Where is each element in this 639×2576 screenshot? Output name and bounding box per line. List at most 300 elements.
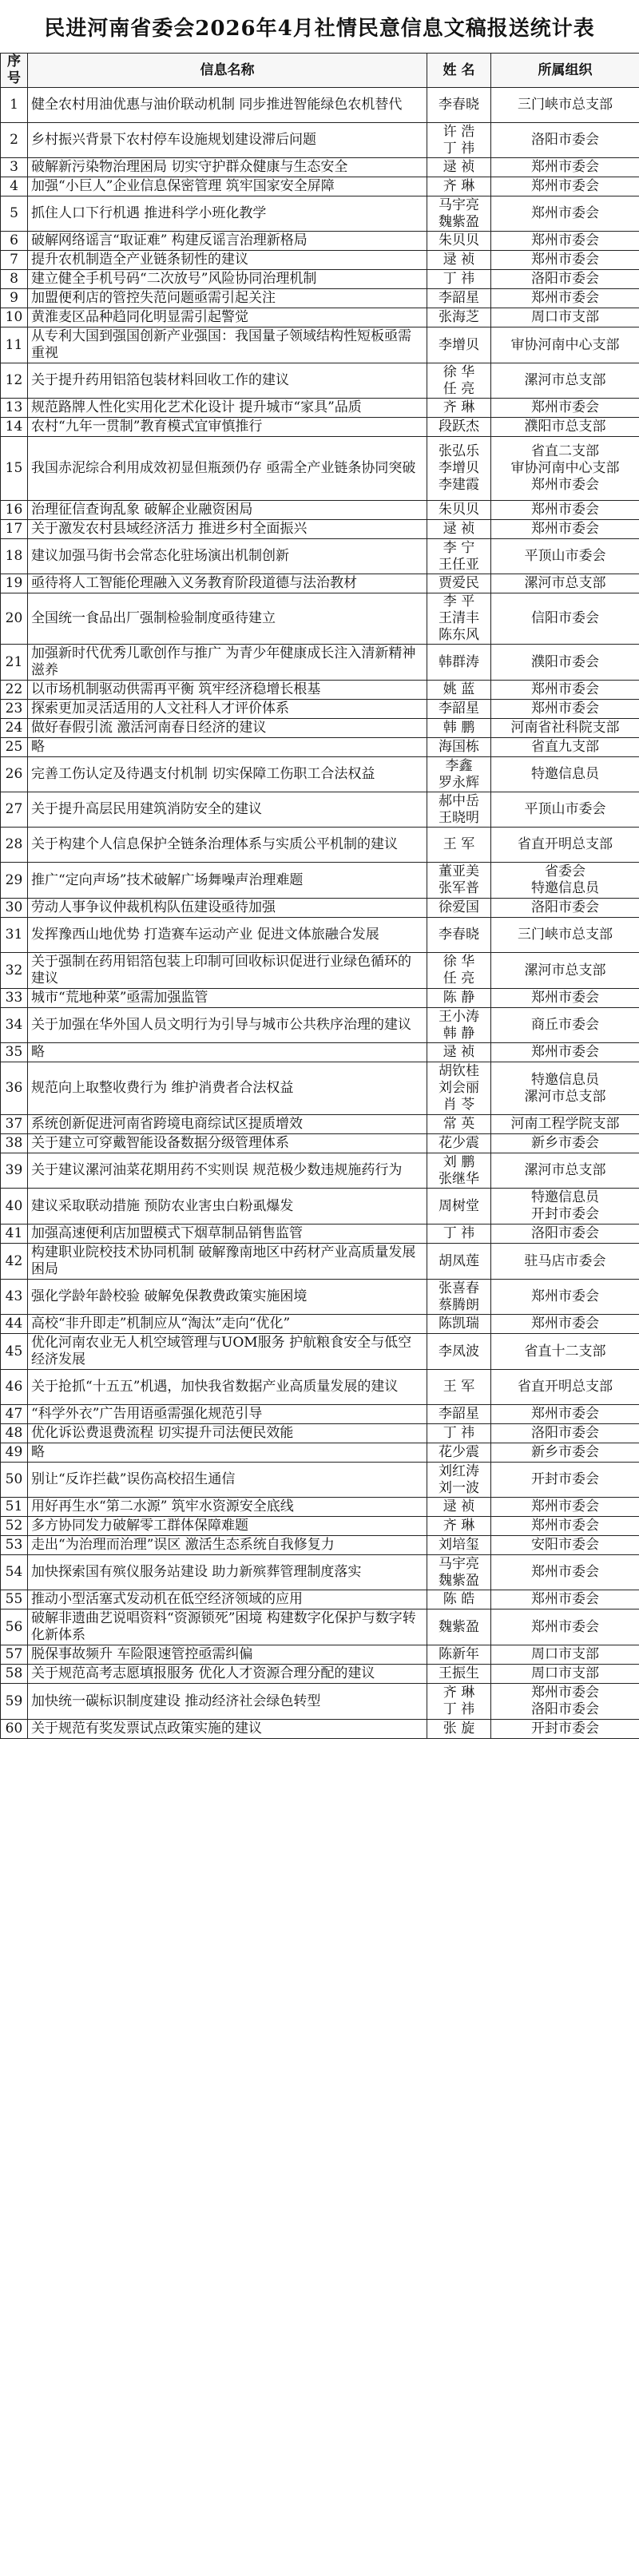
row-serial: 51 bbox=[1, 1498, 28, 1517]
table-row bbox=[1, 1370, 639, 1405]
table-row bbox=[1, 828, 639, 863]
row-serial: 57 bbox=[1, 1645, 28, 1665]
row-info-name: 关于加强在华外国人员文明行为引导与城市公共秩序治理的建议 bbox=[28, 1008, 427, 1043]
row-organization: 省直十二支部 bbox=[491, 1334, 639, 1370]
row-organization: 洛阳市委会 bbox=[491, 1424, 639, 1443]
table-row bbox=[1, 1334, 639, 1370]
row-serial: 14 bbox=[1, 418, 28, 437]
table-row bbox=[1, 574, 639, 593]
row-organization: 驻马店市委会 bbox=[491, 1244, 639, 1280]
header-info-name: 信息名称 bbox=[28, 54, 427, 88]
table-row bbox=[1, 308, 639, 327]
row-serial: 20 bbox=[1, 593, 28, 645]
row-author: 丁 祎 bbox=[427, 1424, 491, 1443]
row-info-name: 健全农村用油优惠与油价联动机制 同步推进智能绿色农机替代 bbox=[28, 88, 427, 123]
table-row bbox=[1, 1590, 639, 1610]
table-row bbox=[1, 196, 639, 232]
table-header-row bbox=[1, 54, 639, 88]
header-serial: 序号 bbox=[1, 54, 28, 88]
row-serial: 8 bbox=[1, 270, 28, 289]
row-info-name: 关于强制在药用铝箔包装上印制可回收标识促进行业绿色循环的建议 bbox=[28, 953, 427, 989]
row-info-name: 探索更加灵活适用的人文社科人才评价体系 bbox=[28, 700, 427, 719]
row-organization: 郑州市委会 bbox=[491, 289, 639, 308]
row-info-name: 别让“反诈拦截”误伤高校招生通信 bbox=[28, 1463, 427, 1498]
table-row bbox=[1, 520, 639, 539]
row-organization: 特邀信息员 开封市委会 bbox=[491, 1189, 639, 1224]
row-author: 马宇亮 魏紫盈 bbox=[427, 196, 491, 232]
row-info-name: 农村“九年一贯制”教育模式宜审慎推行 bbox=[28, 418, 427, 437]
row-info-name: 优化诉讼费退费流程 切实提升司法便民效能 bbox=[28, 1424, 427, 1443]
row-organization: 郑州市委会 bbox=[491, 1498, 639, 1517]
row-info-name: 略 bbox=[28, 1443, 427, 1463]
row-serial: 35 bbox=[1, 1043, 28, 1062]
row-author: 魏紫盈 bbox=[427, 1610, 491, 1645]
row-author: 董亚美 张军普 bbox=[427, 863, 491, 899]
row-author: 张 旋 bbox=[427, 1720, 491, 1739]
row-organization: 省直二支部 审协河南中心支部 郑州市委会 bbox=[491, 437, 639, 501]
row-author: 徐爱国 bbox=[427, 899, 491, 918]
row-author: 张弘乐 李增贝 李建霞 bbox=[427, 437, 491, 501]
table-row bbox=[1, 792, 639, 828]
row-author: 齐 琳 bbox=[427, 1517, 491, 1536]
row-organization: 特邀信息员 漯河市总支部 bbox=[491, 1062, 639, 1115]
row-info-name: 关于规范高考志愿填报服务 优化人才资源合理分配的建议 bbox=[28, 1665, 427, 1684]
row-organization: 新乡市委会 bbox=[491, 1443, 639, 1463]
table-row bbox=[1, 989, 639, 1008]
row-author: 丁 祎 bbox=[427, 1224, 491, 1244]
row-serial: 47 bbox=[1, 1405, 28, 1424]
row-info-name: 脱保事故频升 车险限速管控亟需纠偏 bbox=[28, 1645, 427, 1665]
row-author: 王振生 bbox=[427, 1665, 491, 1684]
table-row bbox=[1, 1043, 639, 1062]
row-organization: 漯河市总支部 bbox=[491, 363, 639, 399]
row-author: 韩 鹏 bbox=[427, 719, 491, 738]
row-author: 李鑫 罗永辉 bbox=[427, 757, 491, 792]
row-serial: 19 bbox=[1, 574, 28, 593]
table-row bbox=[1, 953, 639, 989]
table-row bbox=[1, 1405, 639, 1424]
row-info-name: 以市场机制驱动供需再平衡 筑牢经济稳增长根基 bbox=[28, 681, 427, 700]
row-serial: 38 bbox=[1, 1134, 28, 1153]
row-info-name: 加盟便利店的管控失范问题亟需引起关注 bbox=[28, 289, 427, 308]
row-serial: 3 bbox=[1, 158, 28, 177]
row-organization: 省委会 特邀信息员 bbox=[491, 863, 639, 899]
row-organization: 郑州市委会 bbox=[491, 251, 639, 270]
row-serial: 56 bbox=[1, 1610, 28, 1645]
table-row bbox=[1, 88, 639, 123]
row-author: 姚 蓝 bbox=[427, 681, 491, 700]
row-author: 李 平 王清丰 陈东风 bbox=[427, 593, 491, 645]
row-info-name: 加快统一碳标识制度建设 推动经济社会绿色转型 bbox=[28, 1684, 427, 1720]
row-author: 许 浩 丁 祎 bbox=[427, 123, 491, 158]
table-row bbox=[1, 1684, 639, 1720]
table-row bbox=[1, 899, 639, 918]
table-row bbox=[1, 645, 639, 681]
row-author: 张喜春 蔡腾朗 bbox=[427, 1280, 491, 1315]
table-row bbox=[1, 158, 639, 177]
table-row bbox=[1, 1189, 639, 1224]
row-organization: 河南省社科院支部 bbox=[491, 719, 639, 738]
table-row bbox=[1, 719, 639, 738]
row-serial: 54 bbox=[1, 1555, 28, 1590]
row-info-name: 乡村振兴背景下农村停车设施规划建设滞后问题 bbox=[28, 123, 427, 158]
table-row bbox=[1, 1244, 639, 1280]
statistics-table bbox=[0, 53, 639, 1739]
row-author: 李增贝 bbox=[427, 327, 491, 363]
table-row bbox=[1, 1115, 639, 1134]
table-row bbox=[1, 232, 639, 251]
row-serial: 53 bbox=[1, 1536, 28, 1555]
row-author: 常 英 bbox=[427, 1115, 491, 1134]
row-serial: 7 bbox=[1, 251, 28, 270]
row-author: 周树堂 bbox=[427, 1189, 491, 1224]
row-author: 齐 琳 bbox=[427, 177, 491, 196]
row-info-name: 加强“小巨人”企业信息保密管理 筑牢国家安全屏障 bbox=[28, 177, 427, 196]
row-info-name: 发挥豫西山地优势 打造赛车运动产业 促进文体旅融合发展 bbox=[28, 918, 427, 953]
row-author: 齐 琳 bbox=[427, 399, 491, 418]
table-row bbox=[1, 251, 639, 270]
row-author: 逯 祯 bbox=[427, 251, 491, 270]
row-info-name: 黄淮麦区品种趋同化明显需引起警觉 bbox=[28, 308, 427, 327]
row-info-name: 关于提升高层民用建筑消防安全的建议 bbox=[28, 792, 427, 828]
table-row bbox=[1, 1280, 639, 1315]
row-info-name: 治理征信查询乱象 破解企业融资困局 bbox=[28, 501, 427, 520]
table-row bbox=[1, 1443, 639, 1463]
row-organization: 洛阳市委会 bbox=[491, 270, 639, 289]
row-serial: 60 bbox=[1, 1720, 28, 1739]
row-info-name: 加强高速便利店加盟模式下烟草制品销售监管 bbox=[28, 1224, 427, 1244]
row-info-name: 构建职业院校技术协同机制 破解豫南地区中药材产业高质量发展困局 bbox=[28, 1244, 427, 1280]
row-serial: 12 bbox=[1, 363, 28, 399]
row-info-name: 劳动人事争议仲裁机构队伍建设亟待加强 bbox=[28, 899, 427, 918]
row-author: 陈 皓 bbox=[427, 1590, 491, 1610]
row-organization: 周口市支部 bbox=[491, 308, 639, 327]
row-author: 李韶星 bbox=[427, 289, 491, 308]
row-organization: 郑州市委会 bbox=[491, 989, 639, 1008]
row-author: 李 宁 王任亚 bbox=[427, 539, 491, 574]
row-info-name: 关于建议漯河油菜花期用药不实则误 规范极少数违规施药行为 bbox=[28, 1153, 427, 1189]
row-serial: 39 bbox=[1, 1153, 28, 1189]
row-author: 贾爱民 bbox=[427, 574, 491, 593]
row-organization: 郑州市委会 bbox=[491, 1517, 639, 1536]
row-serial: 18 bbox=[1, 539, 28, 574]
row-serial: 29 bbox=[1, 863, 28, 899]
row-author: 陈 静 bbox=[427, 989, 491, 1008]
row-info-name: 建议加强马街书会常态化驻场演出机制创新 bbox=[28, 539, 427, 574]
row-author: 逯 祯 bbox=[427, 1498, 491, 1517]
table-row bbox=[1, 1665, 639, 1684]
row-serial: 43 bbox=[1, 1280, 28, 1315]
table-row bbox=[1, 1610, 639, 1645]
row-info-name: 高校“非升即走”机制应从“淘汰”走向“优化” bbox=[28, 1315, 427, 1334]
row-author: 徐 华 任 亮 bbox=[427, 363, 491, 399]
row-organization: 三门峡市总支部 bbox=[491, 88, 639, 123]
row-serial: 36 bbox=[1, 1062, 28, 1115]
row-serial: 31 bbox=[1, 918, 28, 953]
row-serial: 2 bbox=[1, 123, 28, 158]
row-info-name: 关于构建个人信息保护全链条治理体系与实质公平机制的建议 bbox=[28, 828, 427, 863]
row-serial: 32 bbox=[1, 953, 28, 989]
row-info-name: 抓住人口下行机遇 推进科学小班化教学 bbox=[28, 196, 427, 232]
table-row bbox=[1, 123, 639, 158]
row-organization: 郑州市委会 bbox=[491, 1610, 639, 1645]
row-organization: 洛阳市委会 bbox=[491, 1224, 639, 1244]
row-serial: 1 bbox=[1, 88, 28, 123]
row-serial: 34 bbox=[1, 1008, 28, 1043]
row-organization: 郑州市委会 bbox=[491, 1280, 639, 1315]
row-info-name: 我国赤泥综合利用成效初显但瓶颈仍存 亟需全产业链条协同突破 bbox=[28, 437, 427, 501]
table-row bbox=[1, 700, 639, 719]
row-serial: 41 bbox=[1, 1224, 28, 1244]
row-organization: 开封市委会 bbox=[491, 1720, 639, 1739]
row-serial: 48 bbox=[1, 1424, 28, 1443]
row-author: 胡钦桂 刘会丽 肖 苓 bbox=[427, 1062, 491, 1115]
row-serial: 49 bbox=[1, 1443, 28, 1463]
row-organization: 开封市委会 bbox=[491, 1463, 639, 1498]
row-info-name: 走出“为治理而治理”误区 激活生态系统自我修复力 bbox=[28, 1536, 427, 1555]
row-serial: 46 bbox=[1, 1370, 28, 1405]
row-info-name: 优化河南农业无人机空域管理与UOM服务 护航粮食安全与低空经济发展 bbox=[28, 1334, 427, 1370]
row-serial: 22 bbox=[1, 681, 28, 700]
row-info-name: 强化学龄年龄校验 破解免保教费政策实施困境 bbox=[28, 1280, 427, 1315]
table-row bbox=[1, 738, 639, 757]
table-row bbox=[1, 1536, 639, 1555]
table-body bbox=[1, 88, 639, 1739]
table-row bbox=[1, 270, 639, 289]
row-serial: 26 bbox=[1, 757, 28, 792]
row-info-name: 建立健全手机号码“二次放号”风险协同治理机制 bbox=[28, 270, 427, 289]
row-info-name: 关于建立可穿戴智能设备数据分级管理体系 bbox=[28, 1134, 427, 1153]
row-serial: 52 bbox=[1, 1517, 28, 1536]
row-organization: 郑州市委会 bbox=[491, 1555, 639, 1590]
row-author: 王小涛 韩 静 bbox=[427, 1008, 491, 1043]
table-row bbox=[1, 1720, 639, 1739]
table-row bbox=[1, 1463, 639, 1498]
row-organization: 漯河市总支部 bbox=[491, 953, 639, 989]
row-organization: 审协河南中心支部 bbox=[491, 327, 639, 363]
row-info-name: 从专利大国到强国创新产业强国：我国量子领域结构性短板亟需重视 bbox=[28, 327, 427, 363]
table-row bbox=[1, 1498, 639, 1517]
row-serial: 10 bbox=[1, 308, 28, 327]
row-author: 丁 祎 bbox=[427, 270, 491, 289]
row-author: 胡凤莲 bbox=[427, 1244, 491, 1280]
row-author: 朱贝贝 bbox=[427, 501, 491, 520]
row-author: 李韶星 bbox=[427, 700, 491, 719]
row-organization: 洛阳市委会 bbox=[491, 899, 639, 918]
row-organization: 漯河市总支部 bbox=[491, 1153, 639, 1189]
row-info-name: 系统创新促进河南省跨境电商综试区提质增效 bbox=[28, 1115, 427, 1134]
table-row bbox=[1, 1153, 639, 1189]
row-author: 马宇亮 魏紫盈 bbox=[427, 1555, 491, 1590]
row-organization: 平顶山市委会 bbox=[491, 539, 639, 574]
row-author: 逯 祯 bbox=[427, 158, 491, 177]
row-author: 徐 华 任 亮 bbox=[427, 953, 491, 989]
table-row bbox=[1, 1315, 639, 1334]
row-serial: 16 bbox=[1, 501, 28, 520]
row-info-name: 用好再生水“第二水源” 筑牢水资源安全底线 bbox=[28, 1498, 427, 1517]
row-info-name: 完善工伤认定及待遇支付机制 切实保障工伤职工合法权益 bbox=[28, 757, 427, 792]
row-author: 刘 鹏 张继华 bbox=[427, 1153, 491, 1189]
row-organization: 郑州市委会 bbox=[491, 1315, 639, 1334]
row-serial: 9 bbox=[1, 289, 28, 308]
row-organization: 郑州市委会 bbox=[491, 158, 639, 177]
row-serial: 37 bbox=[1, 1115, 28, 1134]
row-author: 陈新年 bbox=[427, 1645, 491, 1665]
table-row bbox=[1, 757, 639, 792]
row-serial: 15 bbox=[1, 437, 28, 501]
header-author: 姓 名 bbox=[427, 54, 491, 88]
table-row bbox=[1, 539, 639, 574]
table-row bbox=[1, 177, 639, 196]
row-author: 刘培玺 bbox=[427, 1536, 491, 1555]
row-organization: 平顶山市委会 bbox=[491, 792, 639, 828]
row-serial: 45 bbox=[1, 1334, 28, 1370]
row-author: 李凤波 bbox=[427, 1334, 491, 1370]
row-serial: 21 bbox=[1, 645, 28, 681]
row-author: 韩群涛 bbox=[427, 645, 491, 681]
header-organization: 所属组织 bbox=[491, 54, 639, 88]
row-author: 海国栋 bbox=[427, 738, 491, 757]
row-organization: 郑州市委会 洛阳市委会 bbox=[491, 1684, 639, 1720]
row-author: 王 军 bbox=[427, 828, 491, 863]
row-author: 花少震 bbox=[427, 1134, 491, 1153]
row-organization: 安阳市委会 bbox=[491, 1536, 639, 1555]
table-row bbox=[1, 681, 639, 700]
table-row bbox=[1, 418, 639, 437]
row-serial: 44 bbox=[1, 1315, 28, 1334]
row-organization: 郑州市委会 bbox=[491, 399, 639, 418]
row-organization: 郑州市委会 bbox=[491, 1590, 639, 1610]
row-organization: 郑州市委会 bbox=[491, 1043, 639, 1062]
table-row bbox=[1, 501, 639, 520]
row-organization: 郑州市委会 bbox=[491, 501, 639, 520]
row-author: 逯 祯 bbox=[427, 1043, 491, 1062]
row-serial: 40 bbox=[1, 1189, 28, 1224]
table-row bbox=[1, 363, 639, 399]
row-serial: 11 bbox=[1, 327, 28, 363]
table-row bbox=[1, 1224, 639, 1244]
row-serial: 28 bbox=[1, 828, 28, 863]
table-row bbox=[1, 1555, 639, 1590]
row-info-name: 规范向上取整收费行为 维护消费者合法权益 bbox=[28, 1062, 427, 1115]
row-author: 李春晓 bbox=[427, 918, 491, 953]
row-info-name: 亟待将人工智能伦理融入义务教育阶段道德与法治教材 bbox=[28, 574, 427, 593]
table-row bbox=[1, 863, 639, 899]
row-serial: 17 bbox=[1, 520, 28, 539]
row-author: 朱贝贝 bbox=[427, 232, 491, 251]
row-serial: 23 bbox=[1, 700, 28, 719]
row-organization: 信阳市委会 bbox=[491, 593, 639, 645]
table-row bbox=[1, 1645, 639, 1665]
row-organization: 省直九支部 bbox=[491, 738, 639, 757]
row-organization: 省直开明总支部 bbox=[491, 1370, 639, 1405]
table-row bbox=[1, 289, 639, 308]
row-organization: 郑州市委会 bbox=[491, 177, 639, 196]
table-row bbox=[1, 1062, 639, 1115]
row-info-name: 关于抢抓“十五五”机遇，加快我省数据产业高质量发展的建议 bbox=[28, 1370, 427, 1405]
table-row bbox=[1, 399, 639, 418]
table-row bbox=[1, 1008, 639, 1043]
table-row bbox=[1, 1517, 639, 1536]
row-organization: 郑州市委会 bbox=[491, 196, 639, 232]
table-row bbox=[1, 1424, 639, 1443]
row-serial: 4 bbox=[1, 177, 28, 196]
row-info-name: 关于提升药用铝箔包装材料回收工作的建议 bbox=[28, 363, 427, 399]
row-organization: 特邀信息员 bbox=[491, 757, 639, 792]
row-organization: 郑州市委会 bbox=[491, 681, 639, 700]
row-organization: 郑州市委会 bbox=[491, 1405, 639, 1424]
row-info-name: 推动小型活塞式发动机在低空经济领域的应用 bbox=[28, 1590, 427, 1610]
row-info-name: 关于激发农村县域经济活力 推进乡村全面振兴 bbox=[28, 520, 427, 539]
row-author: 逯 祯 bbox=[427, 520, 491, 539]
row-author: 王 军 bbox=[427, 1370, 491, 1405]
row-serial: 30 bbox=[1, 899, 28, 918]
row-serial: 50 bbox=[1, 1463, 28, 1498]
table-row bbox=[1, 1134, 639, 1153]
table-row bbox=[1, 437, 639, 501]
document-title: 民进河南省委会2026年4月社情民意信息文稿报送统计表 bbox=[44, 16, 595, 41]
row-serial: 5 bbox=[1, 196, 28, 232]
row-organization: 漯河市总支部 bbox=[491, 574, 639, 593]
row-author: 刘红涛 刘一波 bbox=[427, 1463, 491, 1498]
row-info-name: 破解网络谣言“取证难” 构建反谣言治理新格局 bbox=[28, 232, 427, 251]
row-serial: 42 bbox=[1, 1244, 28, 1280]
table-row bbox=[1, 593, 639, 645]
row-info-name: 破解新污染物治理困局 切实守护群众健康与生态安全 bbox=[28, 158, 427, 177]
row-serial: 55 bbox=[1, 1590, 28, 1610]
row-info-name: 提升农机制造全产业链条韧性的建议 bbox=[28, 251, 427, 270]
table-row bbox=[1, 327, 639, 363]
row-organization: 三门峡市总支部 bbox=[491, 918, 639, 953]
row-author: 李春晓 bbox=[427, 88, 491, 123]
row-organization: 濮阳市委会 bbox=[491, 645, 639, 681]
row-author: 段跃杰 bbox=[427, 418, 491, 437]
row-info-name: 建议采取联动措施 预防农业害虫白粉虱爆发 bbox=[28, 1189, 427, 1224]
row-organization: 新乡市委会 bbox=[491, 1134, 639, 1153]
row-author: 郝中岳 王晓明 bbox=[427, 792, 491, 828]
row-info-name: 城市“荒地种菜”亟需加强监管 bbox=[28, 989, 427, 1008]
row-info-name: 加强新时代优秀儿歌创作与推广 为青少年健康成长注入清新精神滋养 bbox=[28, 645, 427, 681]
row-info-name: 关于规范有奖发票试点政策实施的建议 bbox=[28, 1720, 427, 1739]
row-author: 陈凯瑞 bbox=[427, 1315, 491, 1334]
row-info-name: 推广“定向声场”技术破解广场舞噪声治理难题 bbox=[28, 863, 427, 899]
row-serial: 6 bbox=[1, 232, 28, 251]
row-organization: 郑州市委会 bbox=[491, 520, 639, 539]
row-author: 张海芝 bbox=[427, 308, 491, 327]
row-organization: 商丘市委会 bbox=[491, 1008, 639, 1043]
table-row bbox=[1, 918, 639, 953]
row-serial: 25 bbox=[1, 738, 28, 757]
row-serial: 58 bbox=[1, 1665, 28, 1684]
row-organization: 周口市支部 bbox=[491, 1665, 639, 1684]
row-organization: 省直开明总支部 bbox=[491, 828, 639, 863]
row-organization: 郑州市委会 bbox=[491, 700, 639, 719]
row-serial: 13 bbox=[1, 399, 28, 418]
row-serial: 59 bbox=[1, 1684, 28, 1720]
row-info-name: 破解非遗曲艺说唱资料“资源锁死”困境 构建数字化保护与数字转化新体系 bbox=[28, 1610, 427, 1645]
row-organization: 河南工程学院支部 bbox=[491, 1115, 639, 1134]
row-info-name: 略 bbox=[28, 1043, 427, 1062]
row-info-name: “科学外衣”广告用语亟需强化规范引导 bbox=[28, 1405, 427, 1424]
row-info-name: 做好春假引流 激活河南春日经济的建议 bbox=[28, 719, 427, 738]
row-author: 齐 琳 丁 祎 bbox=[427, 1684, 491, 1720]
row-serial: 24 bbox=[1, 719, 28, 738]
row-info-name: 全国统一食品出厂强制检验制度亟待建立 bbox=[28, 593, 427, 645]
row-info-name: 规范路牌人性化实用化艺术化设计 提升城市“家具”品质 bbox=[28, 399, 427, 418]
row-serial: 27 bbox=[1, 792, 28, 828]
row-serial: 33 bbox=[1, 989, 28, 1008]
row-organization: 濮阳市总支部 bbox=[491, 418, 639, 437]
